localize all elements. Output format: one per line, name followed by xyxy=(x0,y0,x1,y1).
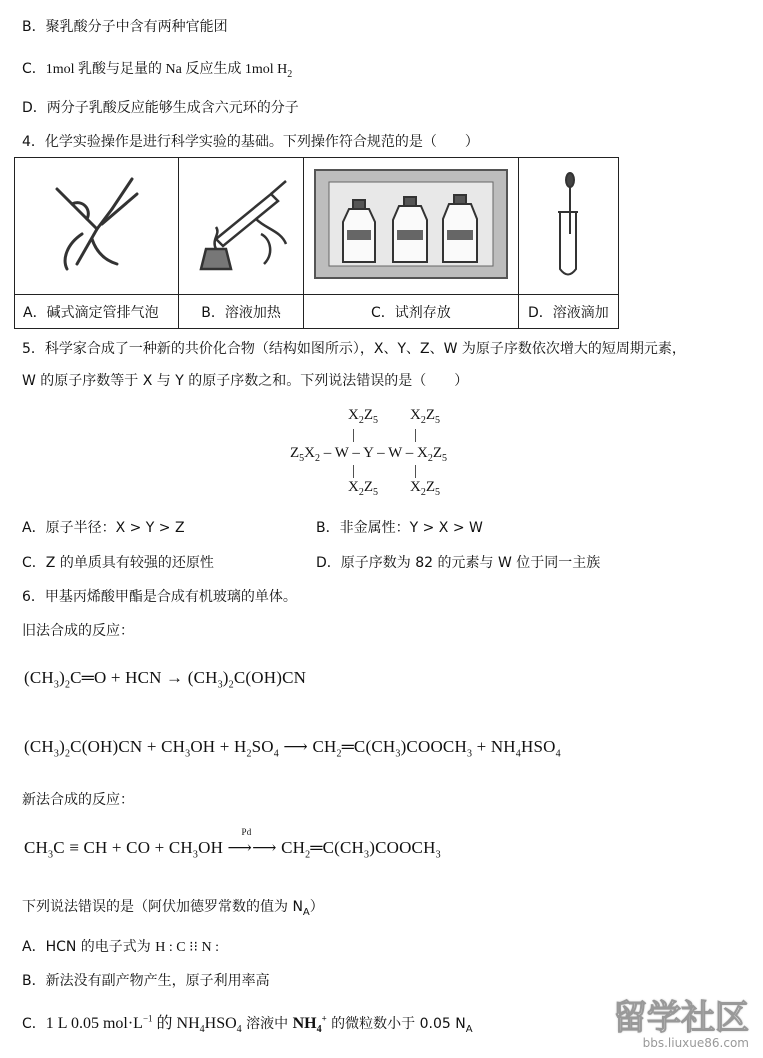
q6-option-b: B．新法没有副产物产生，原子利用率高 xyxy=(22,973,270,989)
old-method-title: 旧法合成的反应： xyxy=(22,623,134,639)
caption-b: B．溶液加热 xyxy=(179,295,304,329)
q5-option-c: C．Z 的单质具有较强的还原性 xyxy=(22,555,214,571)
watermark xyxy=(613,1000,749,1050)
old-reaction-2: $(CH_3)_2C(OH)CN + CH_3OH + H_2SO_4$ ⟶ $CH_2═C(CH_3)COOCH_3 + NH_4HSO_4$ xyxy=(24,737,561,760)
watermark-main: 留学社区 xyxy=(613,998,749,1038)
q3-option-b: B．聚乳酸分子中含有两种官能团 xyxy=(22,19,228,35)
q5-option-a: A．原子半径：X > Y > Z xyxy=(22,520,185,536)
q5-stem-line1: 5．科学家合成了一种新的共价化合物（结构如图所示），X、Y、Z、W 为原子序数依次增大的短周期元素， xyxy=(22,341,686,357)
reagent-storage-image xyxy=(303,158,518,295)
q5-option-b: B．非金属性：Y > X > W xyxy=(316,520,483,536)
heating-image xyxy=(179,158,304,295)
burette-image xyxy=(15,158,179,295)
watermark-url: bbs.liuxue86.com xyxy=(642,1036,749,1050)
q3-option-c: C．1mol 乳酸与足量的 Na 反应生成 1mol $H_2$ xyxy=(22,61,293,80)
q4-stem: 4．化学实验操作是进行科学实验的基础。下列操作符合规范的是（ ） xyxy=(22,134,479,150)
dropper-image xyxy=(518,158,618,295)
q6-option-c: C．1 L 0.05 $mol\cdot L^{-1}$ 的 $NH_4HSO_4$ 溶液中 $NH_4^+$ 的微粒数小于 0.05 $N_A$ xyxy=(22,1013,473,1036)
new-method-title: 新法合成的反应： xyxy=(22,792,134,808)
caption-a: A．碱式滴定管排气泡 xyxy=(15,295,179,329)
q5-option-d: D．原子序数为 82 的元素与 W 位于同一主族 xyxy=(316,555,601,571)
caption-d: D．溶液滴加 xyxy=(518,295,618,329)
structure-formula: $X_2Z_5$ $X_2Z_5$ | | $Z_5X_2$ – W – Y – W – $X_2Z_5$ | | $X_2Z_5$ $X_2Z_5$ xyxy=(290,407,447,498)
catalyst-label: Pd xyxy=(241,827,252,837)
q4-image-table xyxy=(14,157,619,329)
q6-option-a: A．HCN 的电子式为 H : C ⁝⁝ N : xyxy=(22,939,220,955)
q6-stem: 6．甲基丙烯酸甲酯是合成有机玻璃的单体。 xyxy=(22,589,297,605)
q5-stem-line2: W 的原子序数等于 X 与 Y 的原子序数之和。下列说法错误的是（ ） xyxy=(22,373,469,389)
q3-option-d: D．两分子乳酸反应能够生成含六元环的分子 xyxy=(22,100,299,116)
caption-c: C．试剂存放 xyxy=(303,295,518,329)
old-reaction-1: $(CH_3)_2C═O$ + HCN → $(CH_3)_2C(OH)CN$ xyxy=(24,668,307,691)
q6-ask: 下列说法错误的是（阿伏加德罗常数的值为 $N_A$） xyxy=(22,899,324,918)
new-reaction: $CH_3C$ ≡ CH + CO + $CH_3OH$ ⟶⟶ Pd $CH_2═C(CH_3)COOCH_3$ xyxy=(24,827,441,861)
